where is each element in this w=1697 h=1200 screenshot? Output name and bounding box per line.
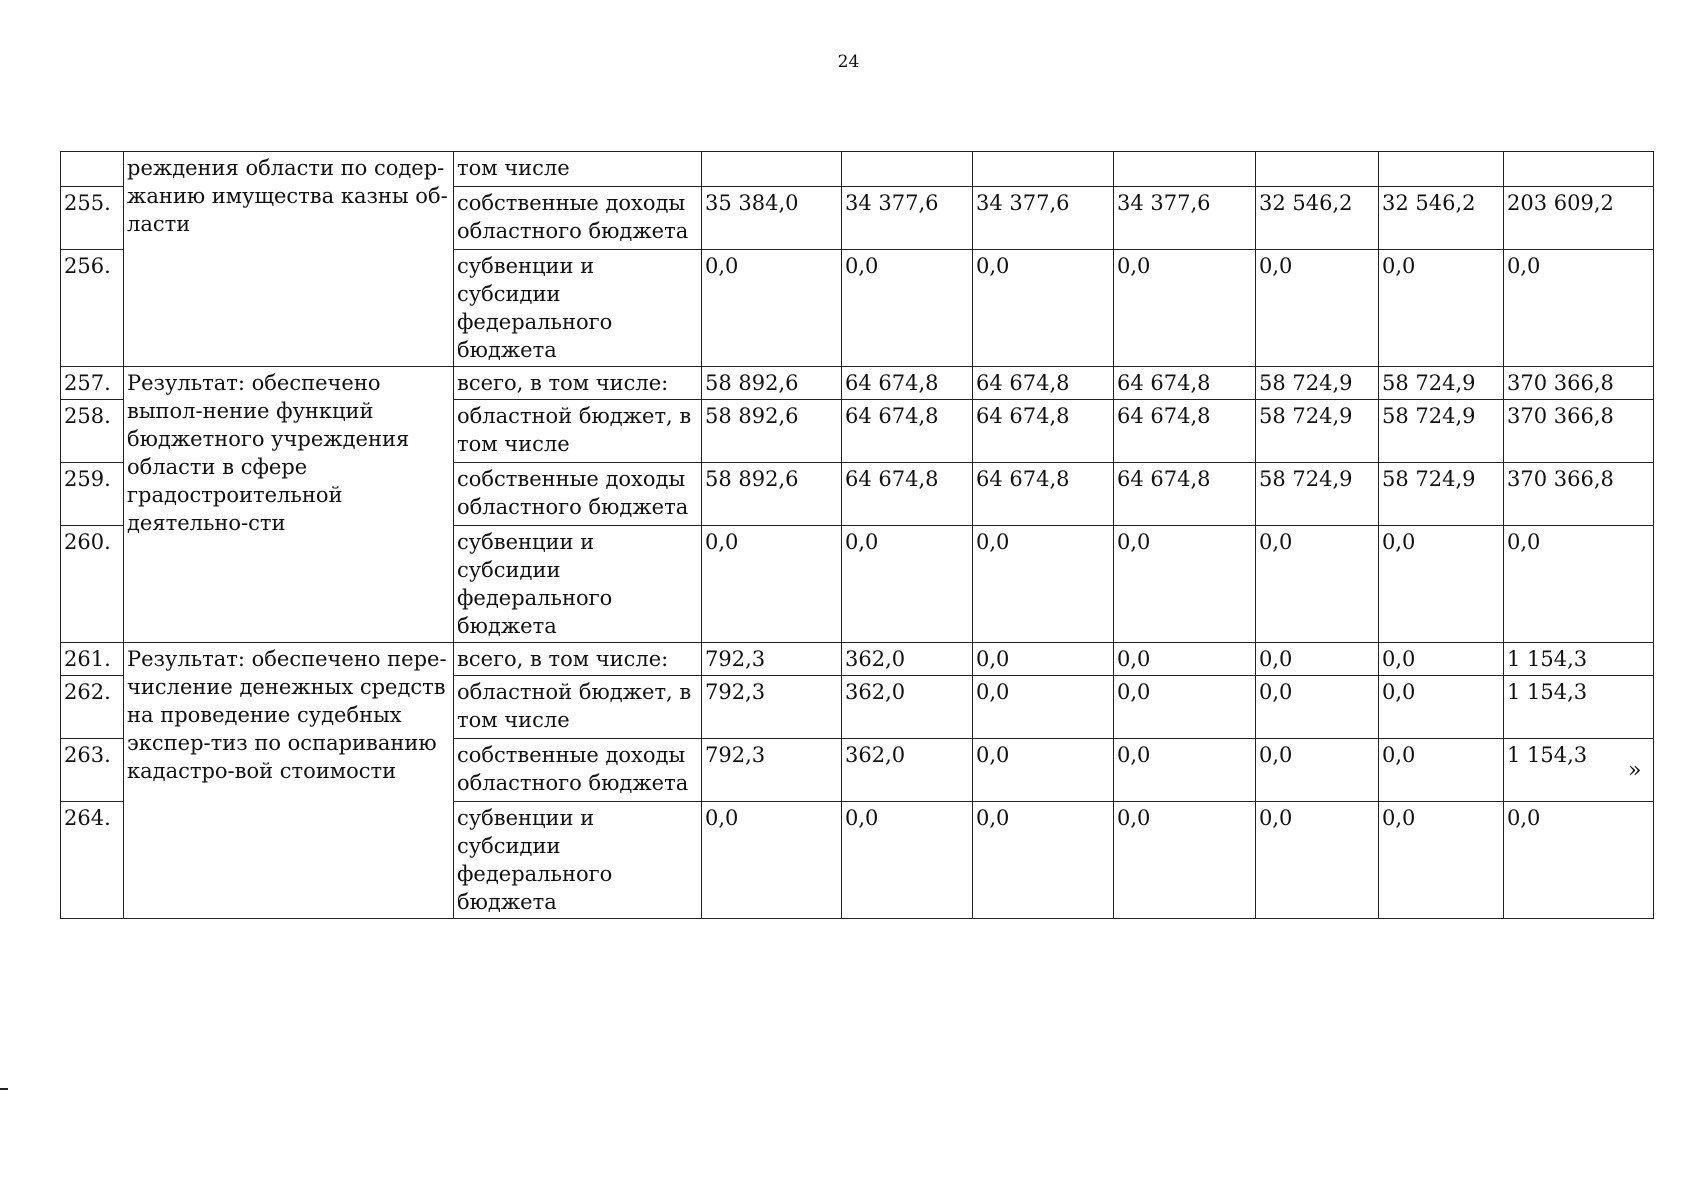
row-number: 257. [61,367,124,400]
value-cell: 0,0 [1256,739,1379,802]
page-number: 24 [837,52,860,72]
value-cell: 0,0 [1114,643,1256,676]
value-cell: 64 674,8 [842,367,973,400]
value-cell: 58 724,9 [1256,400,1379,463]
value-cell: 1 154,3 [1504,676,1654,739]
funding-source: областной бюджет, в том числе [454,676,702,739]
row-number: 260. [61,526,124,643]
funding-source: субвенции и субсидии федерального бюджета [454,802,702,919]
value-cell: 32 546,2 [1256,187,1379,250]
row-number [61,152,124,187]
value-cell: 58 892,6 [702,367,842,400]
value-cell: 58 892,6 [702,400,842,463]
closing-quote: » [1628,758,1642,783]
funding-source: всего, в том числе: [454,643,702,676]
value-cell: 0,0 [1114,526,1256,643]
table-row [61,152,1654,187]
value-cell: 64 674,8 [1114,367,1256,400]
table-row [61,367,1654,400]
value-cell: 0,0 [1256,802,1379,919]
value-cell [1379,152,1504,187]
value-cell: 58 724,9 [1379,400,1504,463]
value-cell: 0,0 [1379,802,1504,919]
value-cell: 58 724,9 [1256,463,1379,526]
result-description: Результат: обеспечено выпол-нение функций бюджетного учреждения области в сфере градостроительной деятельно-сти [124,367,454,643]
value-cell: 0,0 [1504,802,1654,919]
value-cell: 0,0 [1504,250,1654,367]
value-cell: 370 366,8 [1504,463,1654,526]
value-cell: 0,0 [702,526,842,643]
value-cell: 362,0 [842,676,973,739]
value-cell: 0,0 [1379,676,1504,739]
value-cell [1114,152,1256,187]
value-cell: 203 609,2 [1504,187,1654,250]
value-cell [702,152,842,187]
value-cell [1256,152,1379,187]
value-cell: 0,0 [1504,526,1654,643]
funding-source: собственные доходы областного бюджета [454,187,702,250]
value-cell: 58 724,9 [1256,367,1379,400]
value-cell: 0,0 [1379,250,1504,367]
value-cell: 64 674,8 [842,463,973,526]
value-cell [1504,152,1654,187]
value-cell: 0,0 [973,526,1114,643]
value-cell: 34 377,6 [842,187,973,250]
value-cell: 58 892,6 [702,463,842,526]
value-cell: 0,0 [973,802,1114,919]
value-cell: 64 674,8 [973,463,1114,526]
row-number: 255. [61,187,124,250]
row-number: 259. [61,463,124,526]
row-number: 258. [61,400,124,463]
value-cell: 370 366,8 [1504,367,1654,400]
value-cell: 34 377,6 [973,187,1114,250]
value-cell: 370 366,8 [1504,400,1654,463]
value-cell [973,152,1114,187]
value-cell: 0,0 [1114,250,1256,367]
value-cell: 0,0 [842,250,973,367]
value-cell: 0,0 [1379,643,1504,676]
value-cell: 0,0 [1114,676,1256,739]
result-description: реждения области по содер-жанию имущества казны об-ласти [124,152,454,367]
value-cell: 0,0 [1256,643,1379,676]
budget-table [60,151,1654,919]
value-cell: 64 674,8 [1114,400,1256,463]
row-number: 261. [61,643,124,676]
value-cell: 1 154,3 [1504,643,1654,676]
value-cell: 0,0 [702,250,842,367]
value-cell: 32 546,2 [1379,187,1504,250]
value-cell: 0,0 [973,250,1114,367]
value-cell: 58 724,9 [1379,367,1504,400]
value-cell: 0,0 [1114,739,1256,802]
value-cell: 1 154,3 [1504,739,1654,802]
row-number: 263. [61,739,124,802]
funding-source: субвенции и субсидии федерального бюджета [454,250,702,367]
funding-source: субвенции и субсидии федерального бюджета [454,526,702,643]
value-cell: 792,3 [702,643,842,676]
value-cell: 362,0 [842,739,973,802]
funding-source: собственные доходы областного бюджета [454,739,702,802]
funding-source: всего, в том числе: [454,367,702,400]
value-cell: 58 724,9 [1379,463,1504,526]
row-number: 262. [61,676,124,739]
row-number: 264. [61,802,124,919]
row-number: 256. [61,250,124,367]
value-cell: 792,3 [702,676,842,739]
value-cell [842,152,973,187]
value-cell: 0,0 [1379,739,1504,802]
value-cell: 0,0 [973,643,1114,676]
value-cell: 0,0 [842,802,973,919]
value-cell: 0,0 [1256,676,1379,739]
funding-source: том числе [454,152,702,187]
value-cell: 0,0 [973,676,1114,739]
value-cell: 64 674,8 [1114,463,1256,526]
value-cell: 64 674,8 [973,400,1114,463]
value-cell: 0,0 [842,526,973,643]
result-description: Результат: обеспечено пере-числение денежных средств на проведение судебных экспер-тиз по оспариванию кадастро-вой стоимости [124,643,454,919]
value-cell: 34 377,6 [1114,187,1256,250]
value-cell: 64 674,8 [842,400,973,463]
funding-source: областной бюджет, в том числе [454,400,702,463]
table-row [61,643,1654,676]
value-cell: 0,0 [702,802,842,919]
value-cell: 35 384,0 [702,187,842,250]
value-cell: 362,0 [842,643,973,676]
funding-source: собственные доходы областного бюджета [454,463,702,526]
value-cell: 0,0 [1379,526,1504,643]
value-cell: 64 674,8 [973,367,1114,400]
value-cell: 0,0 [1256,526,1379,643]
value-cell: 0,0 [973,739,1114,802]
value-cell: 0,0 [1114,802,1256,919]
margin-mark [0,1088,8,1090]
value-cell: 0,0 [1256,250,1379,367]
value-cell: 792,3 [702,739,842,802]
